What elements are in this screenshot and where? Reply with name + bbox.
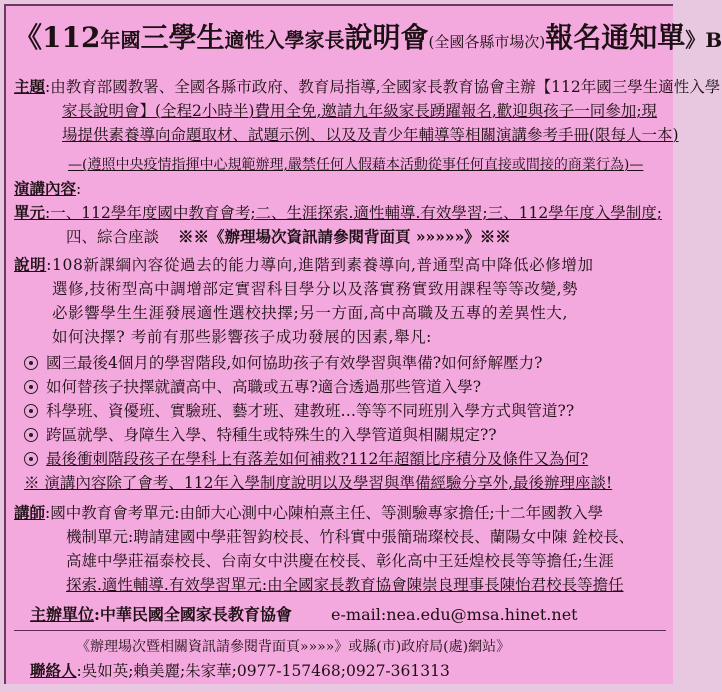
footer-divider <box>14 630 666 631</box>
title-prefix: 《112 <box>14 21 101 54</box>
theme-line-1 <box>14 76 720 98</box>
units-reference: ※※《辦理場次資訊請參閱背面頁 »»»»»》※※ <box>177 227 511 246</box>
list-item <box>24 376 481 398</box>
title-scope: (全國各縣市場次) <box>428 33 546 51</box>
speakers-line-3 <box>66 550 614 572</box>
bullet-text: 最後衝刺階段孩子在學科上有落差如何補救?112年超額比序積分及條件又為何? <box>46 450 589 468</box>
title-suitability: 適性 <box>224 28 265 52</box>
email-link[interactable]: nea.edu@msa.hinet.net <box>386 605 578 624</box>
desc-text-4: 如何決擇? 考前有那些影響孩子成功發展的因素,舉凡: <box>52 328 432 346</box>
desc-line-1 <box>14 254 594 276</box>
desc-text-2: 選修,技術型高中調增部定實習科目學分以及落實務實致用課程等等改變,勢 <box>52 280 579 298</box>
bullet-icon <box>24 380 38 394</box>
organizer-label: 主辦單位 <box>30 605 95 624</box>
contact-text: :吳如英;賴美麗;朱家華;0977-157468;0927-361313 <box>76 662 450 680</box>
speakers-line-2 <box>66 526 634 548</box>
content-note-text: ※ 演講內容除了會考、112年入學制度說明以及學習與準備經驗分享外,最後辦理座談! <box>24 474 613 492</box>
title-year-grade: 年國 <box>100 28 141 52</box>
units-label: 單元 <box>14 203 46 222</box>
theme-notice <box>68 154 643 176</box>
theme-text-3: 場提供素養導向命題取材、試題示例、以及及青少年輔導等相關演講參考手冊(限每人一本) <box>62 126 679 144</box>
speakers-line-1 <box>14 502 603 524</box>
speakers-label: 講師 <box>14 503 46 522</box>
flyer-title <box>14 16 722 66</box>
bullet-icon <box>24 452 38 466</box>
bullet-text: 如何替孩子抉擇就讀高中、高職或五專?適合透過那些管道入學? <box>46 378 482 396</box>
desc-line-2 <box>52 278 578 300</box>
organizer-line <box>30 604 578 626</box>
bullet-icon <box>24 356 38 370</box>
desc-line-4 <box>52 326 432 348</box>
footer-reference-text: 《辦理場次暨相關資訊請參閱背面頁»»»»》或縣(市)政府局(處)網站》 <box>76 639 511 655</box>
desc-text-3: 必影響學生生涯發展適性選校抉擇;另一方面,高中高職及五專的差異性大, <box>52 304 568 322</box>
speakers-line-4 <box>66 574 624 596</box>
footer-reference <box>76 636 510 658</box>
speakers-text-1: :國中教育會考單元:由師大心測中心陳柏熹主任、等測驗專家擔任;十二年國教入學 <box>45 504 604 522</box>
desc-line-3 <box>52 302 568 324</box>
list-item <box>24 400 574 422</box>
list-item <box>24 424 497 446</box>
content-label: 演講內容 <box>14 179 77 198</box>
units-text-2: 四、綜合座談 <box>66 228 160 246</box>
bullet-text: 國三最後4個月的學習階段,如何協助孩子有效學習與準備?如何紓解壓力? <box>46 354 543 372</box>
units-line-1 <box>14 202 662 224</box>
units-text-1: :一、112學年度國中教育會考;二、生涯探索.適性輔導.有效學習;三、112學年度入學制度; <box>45 204 662 222</box>
title-suffix: 》B <box>685 28 722 52</box>
units-line-2 <box>66 226 511 248</box>
content-note <box>24 472 612 494</box>
bullet-icon <box>24 404 38 418</box>
list-item <box>24 448 588 470</box>
bullet-text: 科學班、資優班、實驗班、藝才班、建教班…等等不同班別入學方式與管道?? <box>46 402 575 420</box>
content-heading: 演講內容: <box>14 179 82 198</box>
organizer-name: :中華民國全國家長教育協會 <box>94 605 292 624</box>
email-label: e-mail: <box>331 605 387 624</box>
bullet-text: 跨區就學、身障生入學、特種生或特殊生的入學管道與相關規定?? <box>46 426 497 444</box>
theme-label: 主題 <box>14 77 46 96</box>
title-students: 三學生 <box>140 21 225 54</box>
desc-label: 說明 <box>14 255 47 274</box>
title-signup: 報名通知單 <box>545 21 686 54</box>
contact-label: 聯絡人 <box>30 661 77 680</box>
speakers-text-2: 機制單元:聘請建國中學莊智鈞校長、竹科實中張簡瑞璨校長、蘭陽女中陳 銓校長、 <box>66 528 635 546</box>
title-admission: 入學家長 <box>264 28 345 52</box>
contact-line <box>30 660 450 682</box>
desc-text-1: :108新課綱內容從過去的能力導向,進階到素養導向,普通型高中降低必修增加 <box>46 256 594 274</box>
theme-line-2 <box>62 100 657 122</box>
theme-text-2: 家長說明會】(全程2小時半)費用全免,邀請九年級家長踴躍報名,歡迎與孩子一同參加;現 <box>62 102 658 120</box>
bullet-icon <box>24 428 38 442</box>
title-session: 說明會 <box>344 21 429 54</box>
flyer-page <box>4 4 722 684</box>
speakers-text-4: 探索.適性輔導.有效學習單元:由全國家長教育協會陳崇良理事長陳怡君校長等擔任 <box>66 576 624 594</box>
theme-line-3 <box>62 124 679 146</box>
list-item <box>24 352 542 374</box>
speakers-text-3: 高雄中學莊福泰校長、台南女中洪慶在校長、彰化高中王廷煌校長等等擔任;生涯 <box>66 552 614 570</box>
theme-notice-text: —(遵照中央疫情指揮中心規範辦理,嚴禁任何人假藉本活動從事任何直接或間接的商業行為)— <box>68 157 644 173</box>
theme-text-1: :由教育部國教署、全國各縣市政府、教育局指導,全國家長教育協會主辦【112年國三學生適性入學 <box>45 78 721 96</box>
